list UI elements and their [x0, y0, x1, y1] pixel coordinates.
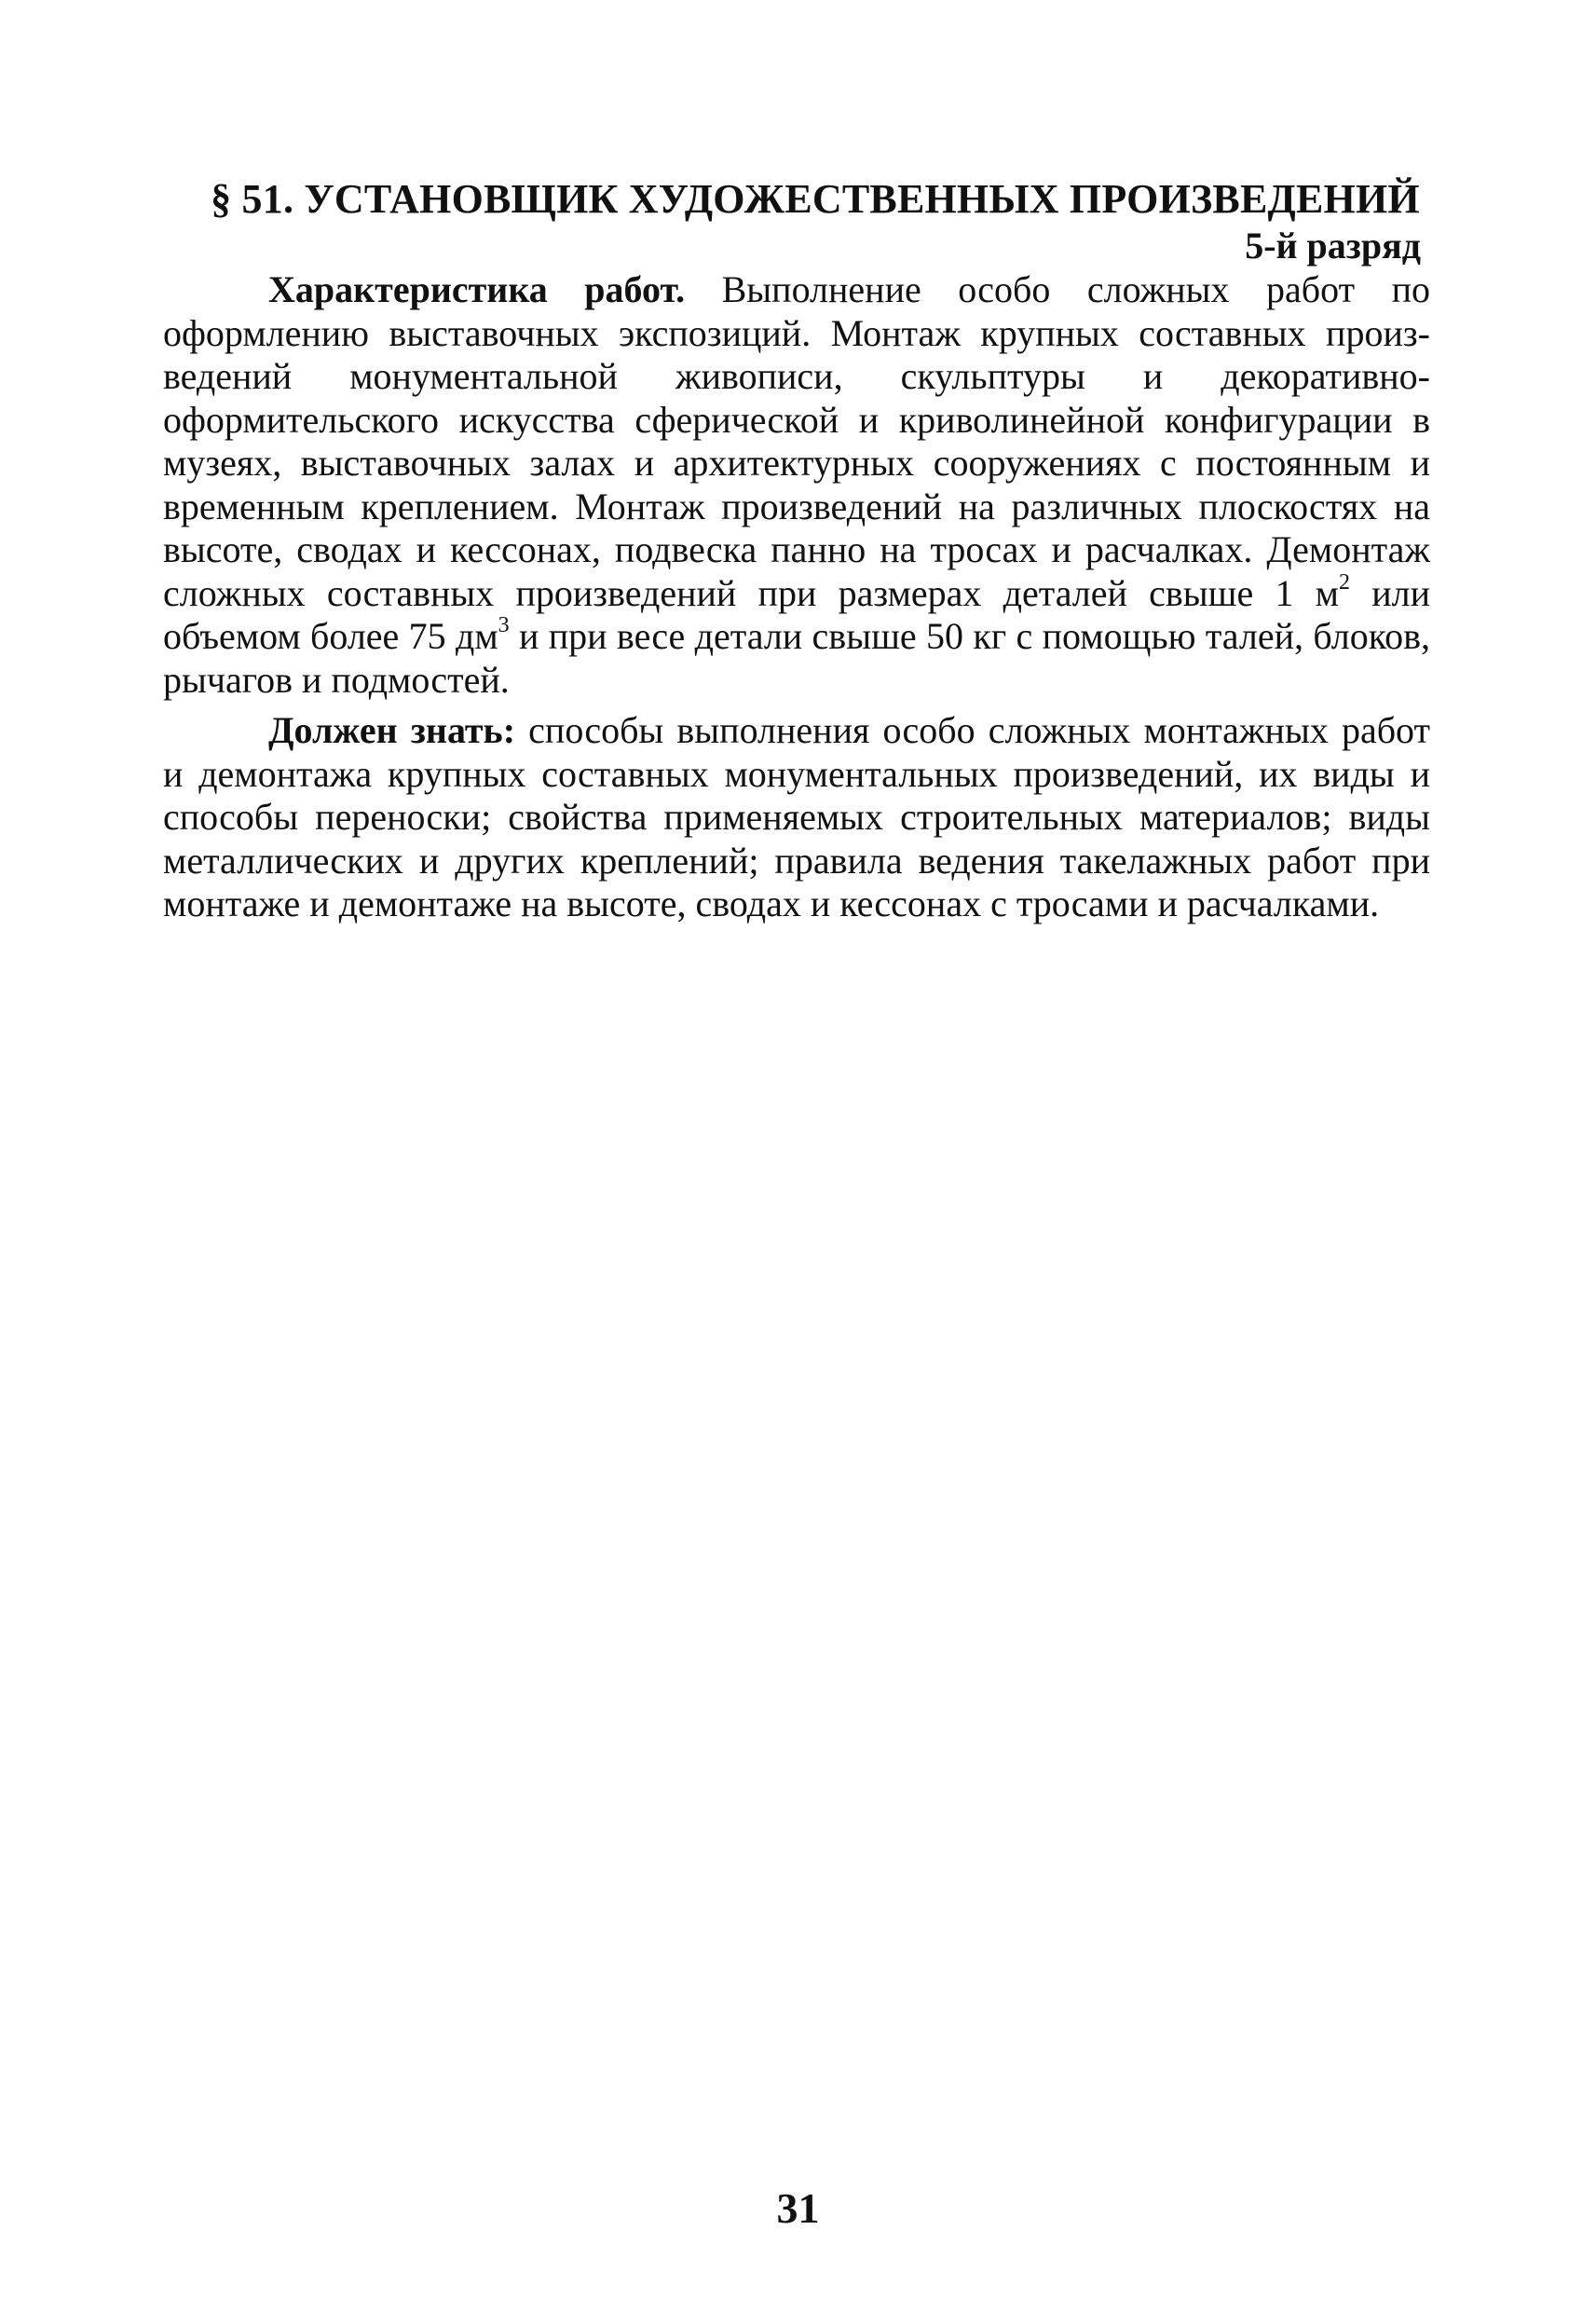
grade-label: 5-й разряд	[1245, 225, 1421, 267]
knowledge-paragraph	[163, 709, 1430, 926]
page-number: 31	[776, 2184, 820, 2232]
section-title: § 51. УСТАНОВЩИК ХУДОЖЕСТВЕННЫХ ПРОИЗВЕДЕНИЙ	[211, 176, 1420, 222]
knowledge-lead: Должен знать:	[268, 709, 516, 751]
characteristics-lead: Характеристика работ.	[268, 268, 686, 310]
cubic-superscript: 3	[498, 613, 510, 637]
characteristics-paragraph	[163, 268, 1430, 702]
knowledge-text: способы выполнения особо сложных монтажных работ и демонтажа крупных составных монументальных произведений, их виды и способы переноски; свойства применяемых строительных материалов; виды металлических и других креплений; правила ведения такелажных работ при монтаже и демонтаже на высоте, сводах и кессонах с тросами и расчалками.	[163, 709, 1431, 924]
characteristics-text-2: или объемом более 75 дм	[163, 571, 1431, 657]
characteristics-text-3: и при весе детали свыше 50 кг с помощью талей, блоков, рычагов и подмостей.	[163, 615, 1430, 701]
page-content	[163, 175, 1430, 926]
characteristics-text-1: Выполнение особо сложных работ по оформлению выставочных экспозиций. Монтаж крупных составных произведений монументальной живописи, скульптуры и декоративно-оформительского искусства сферической и криволинейной конфигурации в музеях, выставочных залах и архитектурных сооружениях с постоянным и временным креплением. Монтаж произведений на различных плоскостях на высоте, сводах и кессонах, подвеска панно на тросах и расчалках. Демонтаж сложных составных произведений при размерах деталей свыше 1 м	[163, 268, 1430, 614]
square-superscript: 2	[1339, 569, 1350, 595]
